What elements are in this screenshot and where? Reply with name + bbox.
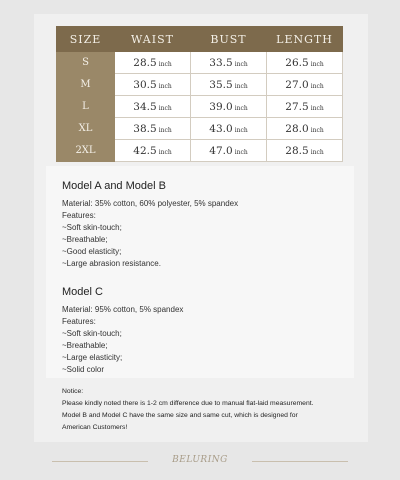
detail-line: ~Solid color <box>62 365 105 374</box>
detail-line: ~Large abrasion resistance. <box>62 259 161 268</box>
unit-label: inch <box>234 82 248 90</box>
size-chart-table <box>56 26 343 162</box>
unit-label: inch <box>310 104 324 112</box>
unit-label: inch <box>234 60 248 68</box>
detail-line: ~Large elasticity; <box>62 353 123 362</box>
bust-value: 39.0 <box>209 100 233 113</box>
waist-value: 42.5 <box>133 144 157 157</box>
waist-value: 38.5 <box>133 122 157 135</box>
bust-value: 47.0 <box>209 144 233 157</box>
bust-value: 35.5 <box>209 78 233 91</box>
detail-line: ~Soft skin-touch; <box>62 223 122 232</box>
detail-line: ~Breathable; <box>62 235 108 244</box>
length-cell <box>267 52 343 74</box>
size-cell: 2XL <box>57 140 115 162</box>
footer-divider-right <box>252 461 348 462</box>
waist-value: 34.5 <box>133 100 157 113</box>
bust-cell <box>191 74 267 96</box>
length-value: 28.5 <box>285 144 309 157</box>
waist-cell <box>115 118 191 140</box>
unit-label: inch <box>310 126 324 134</box>
header-size: SIZE <box>57 27 115 52</box>
length-value: 27.0 <box>285 78 309 91</box>
bust-cell <box>191 52 267 74</box>
length-cell <box>267 96 343 118</box>
table-row <box>57 118 343 140</box>
waist-value: 30.5 <box>133 78 157 91</box>
table-header-row <box>57 27 343 52</box>
notice-line: Please kindly noted there is 1-2 cm difference due to manual flat-laid measurement. <box>62 400 314 407</box>
detail-line: Features: <box>62 317 96 326</box>
size-cell: L <box>57 96 115 118</box>
waist-cell <box>115 74 191 96</box>
table-row <box>57 96 343 118</box>
notice-title: Notice: <box>62 388 84 395</box>
header-length: LENGTH <box>267 27 343 52</box>
unit-label: inch <box>158 60 172 68</box>
header-waist: WAIST <box>115 27 191 52</box>
model-c-title: Model C <box>62 286 103 298</box>
length-value: 26.5 <box>285 56 309 69</box>
unit-label: inch <box>158 82 172 90</box>
length-cell <box>267 118 343 140</box>
notice-line: Model B and Model C have the same size and same cut, which is designed for <box>62 412 298 419</box>
size-cell: S <box>57 52 115 74</box>
notice-block <box>62 386 362 434</box>
unit-label: inch <box>158 104 172 112</box>
description-panel <box>46 166 354 378</box>
waist-cell <box>115 96 191 118</box>
bust-value: 43.0 <box>209 122 233 135</box>
bust-value: 33.5 <box>209 56 233 69</box>
detail-line: ~Soft skin-touch; <box>62 329 122 338</box>
bust-cell <box>191 140 267 162</box>
size-cell: XL <box>57 118 115 140</box>
unit-label: inch <box>234 148 248 156</box>
model-c-details <box>62 304 183 376</box>
notice-line: American Customers! <box>62 424 128 431</box>
bust-cell <box>191 96 267 118</box>
table-row <box>57 74 343 96</box>
detail-line: ~Breathable; <box>62 341 108 350</box>
brand-logo: BELURING <box>172 455 228 465</box>
waist-cell <box>115 140 191 162</box>
table-row <box>57 52 343 74</box>
unit-label: inch <box>158 148 172 156</box>
waist-value: 28.5 <box>133 56 157 69</box>
unit-label: inch <box>158 126 172 134</box>
detail-line: Material: 95% cotton, 5% spandex <box>62 305 184 314</box>
unit-label: inch <box>310 60 324 68</box>
length-value: 27.5 <box>285 100 309 113</box>
unit-label: inch <box>310 82 324 90</box>
detail-line: ~Good elasticity; <box>62 247 122 256</box>
header-bust: BUST <box>191 27 267 52</box>
unit-label: inch <box>234 126 248 134</box>
unit-label: inch <box>234 104 248 112</box>
detail-line: Material: 35% cotton, 60% polyester, 5% spandex <box>62 199 239 208</box>
model-a-b-details <box>62 198 238 270</box>
length-cell <box>267 140 343 162</box>
size-cell: M <box>57 74 115 96</box>
unit-label: inch <box>310 148 324 156</box>
bust-cell <box>191 118 267 140</box>
model-a-b-title: Model A and Model B <box>62 180 166 192</box>
waist-cell <box>115 52 191 74</box>
length-value: 28.0 <box>285 122 309 135</box>
table-row <box>57 140 343 162</box>
detail-line: Features: <box>62 211 96 220</box>
length-cell <box>267 74 343 96</box>
